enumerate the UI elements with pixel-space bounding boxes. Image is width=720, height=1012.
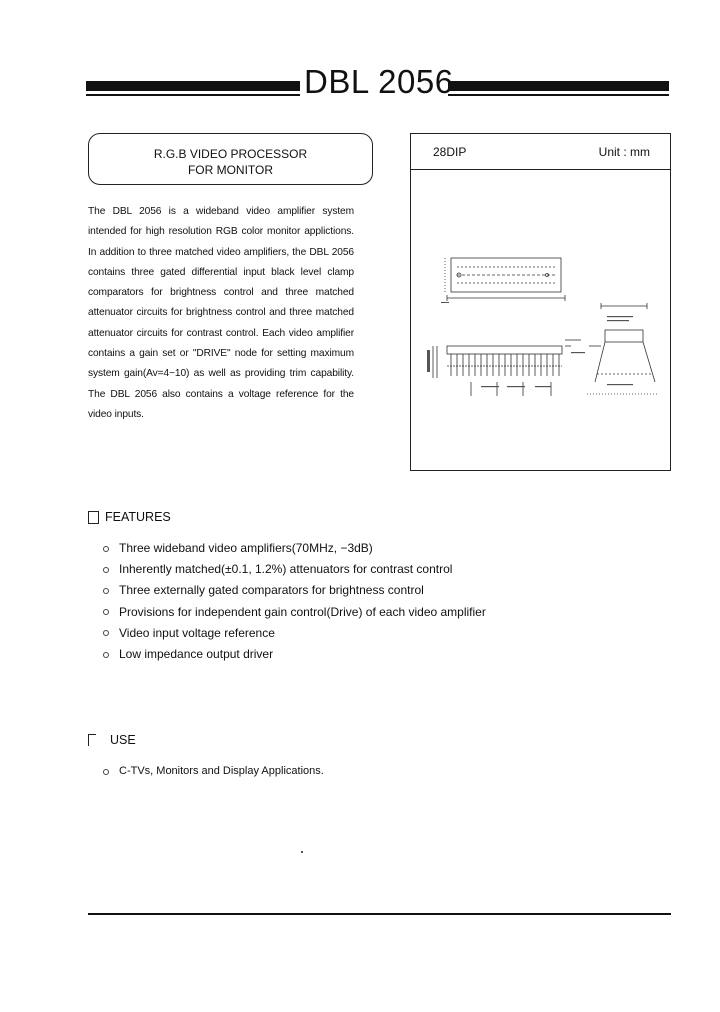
package-name: 28DIP: [433, 145, 467, 159]
circle-bullet-icon: [103, 769, 109, 775]
circle-bullet-icon: [103, 652, 109, 658]
package-header: [411, 134, 670, 170]
scan-dot: [301, 851, 303, 853]
circle-bullet-icon: [103, 609, 109, 615]
circle-bullet-icon: [103, 546, 109, 552]
features-heading-label: FEATURES: [105, 510, 171, 524]
package-side-view: [433, 340, 581, 396]
feature-item: Inherently matched(±0.1, 1.2%) attenuators for contrast control: [103, 559, 486, 580]
features-box-icon: [88, 511, 99, 524]
header-bar-left-thin: [86, 94, 300, 96]
use-heading: [88, 733, 136, 747]
package-outline-box: [410, 133, 671, 471]
product-title-line1: R.G.B VIDEO PROCESSOR: [153, 147, 308, 161]
circle-bullet-icon: [103, 630, 109, 636]
feature-item: Provisions for independent gain control(Drive) of each video amplifier: [103, 602, 486, 623]
header-bar-right-thin: [448, 94, 669, 96]
header-bar-right: [448, 81, 669, 91]
use-item: C-TVs, Monitors and Display Applications.: [103, 761, 324, 782]
circle-bullet-icon: [103, 567, 109, 573]
use-box-icon: [88, 734, 96, 746]
feature-item: Three wideband video amplifiers(70MHz, −3dB): [103, 538, 486, 559]
feature-item: Low impedance output driver: [103, 644, 486, 665]
part-number-title: DBL 2056: [304, 63, 454, 100]
feature-item: Video input voltage reference: [103, 623, 486, 644]
package-dimension-ticks: [427, 302, 633, 387]
use-heading-label: USE: [110, 733, 136, 747]
footer-rule: [88, 913, 671, 915]
intro-paragraph: The DBL 2056 is a wideband video amplifier system intended for high resolution RGB color monitor applictions. In addition to three matched video amplifiers, the DBL 2056 contains three gated differential input black level clamp comparators for brightness control and three matched attenuator circuits for brightness control and three matched attenuator circuits for contrast control. Each video amplifier contains a gain set or "DRIVE" node for setting maximum system gain(Av=4~10) as well as providing trim capability. The DBL 2056 also contains a voltage reference for the video inputs.: [88, 206, 354, 420]
features-list: [103, 538, 486, 665]
feature-item: Three externally gated comparators for brightness control: [103, 580, 486, 601]
use-list: [103, 761, 324, 782]
features-heading: [88, 510, 171, 524]
circle-bullet-icon: [103, 588, 109, 594]
package-unit: Unit : mm: [598, 145, 650, 159]
package-top-view: [445, 258, 565, 301]
header-bar-left: [86, 81, 300, 91]
package-dimension-drawing: [411, 170, 670, 470]
product-title-line2: FOR MONITOR: [187, 163, 274, 177]
product-title-box: [88, 133, 373, 185]
